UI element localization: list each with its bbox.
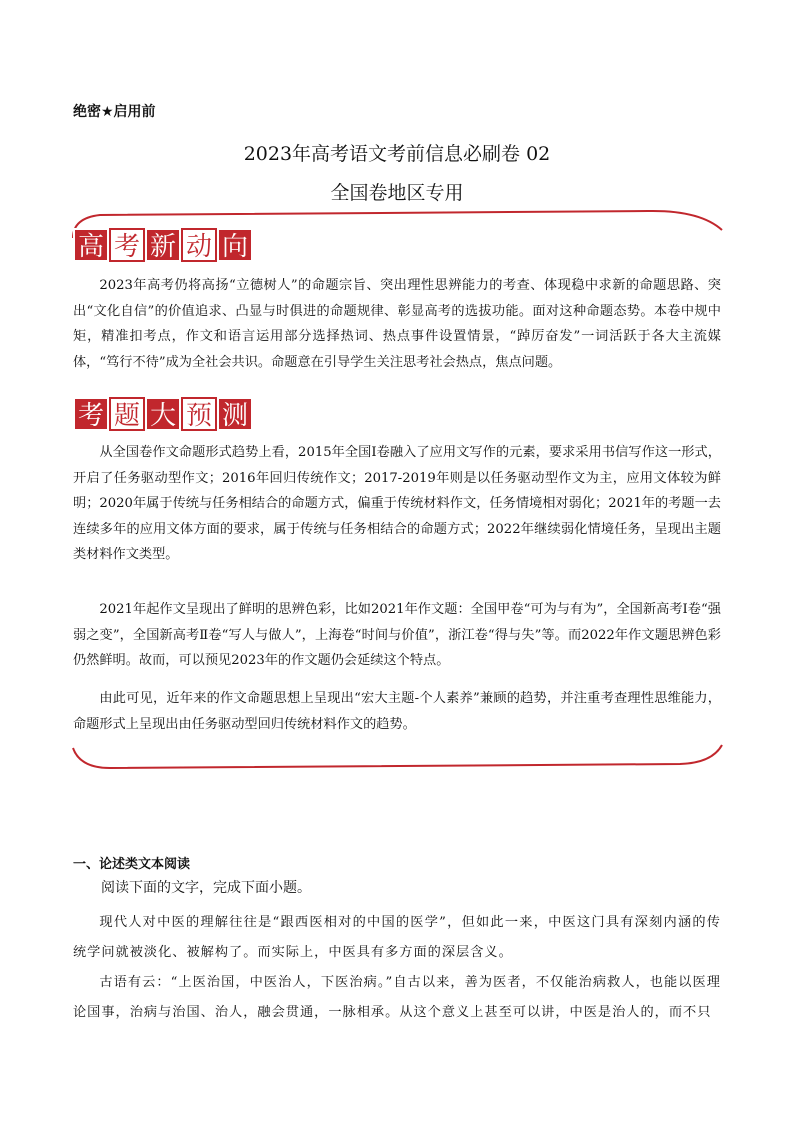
prediction-paragraph-3: 由此可见，近年来的作文命题思想上呈现出“宏大主题-个人素养”兼顾的趋势，并注重考查理性思维能力，命题形式上呈现出由任务驱动型回归传统材料作文的趋势。 — [73, 691, 721, 732]
badge-char: 新 — [145, 228, 181, 262]
reading-paragraph-2: 古语有云：“上医治国，中医治人，下医治病。”自古以来，善为医者，不仅能治病救人，也能以医理论国事，治病与治国、治人，融会贯通，一脉相承。从这个意义上甚至可以讲，中医是治人的，而不只 — [73, 975, 721, 1020]
badge-char: 测 — [217, 397, 253, 431]
badge-char: 大 — [145, 397, 181, 431]
prediction-paragraph-2: 2021年起作文呈现出了鲜明的思辨色彩，比如2021年作文题：全国甲卷“可为与有为”，全国新高考Ⅰ卷“强弱之变”，全国新高考Ⅱ卷“写人与做人”，上海卷“时间与价值”，浙江卷“得与失”等。而2022年作文题思辨色彩仍然鲜明。故而，可以预见2023年的作文题仍会延续这个特点。 — [73, 602, 721, 669]
reading-paragraph-1: 现代人对中医的理解往往是“跟西医相对的中国的医学”，但如此一来，中医这门具有深刻内涵的传统学问就被淡化、被解构了。而实际上，中医具有多方面的深层含义。 — [73, 915, 721, 960]
intro-paragraph-1: 2023年高考仍将高扬“立德树人”的命题宗旨、突出理性思辨能力的考查、体现稳中求新的命题思路、突出“文化自信”的价值追求、凸显与时俱进的命题规律、彰显高考的选拔功能。面对这种命题态势。本卷中规中矩，精准扣考点，作文和语言运用部分选择热词、热点事件设置情景，“踔厉奋发”一词活跃于各大主流媒体，“笃行不待”成为全社会共识。命题意在引导学生关注思考社会热点，焦点问题。 — [73, 278, 721, 370]
prediction-paragraph-1: 从全国卷作文命题形式趋势上看，2015年全国Ⅰ卷融入了应用文写作的元素，要求采用书信写作这一形式，开启了任务驱动型作文；2016年回归传统作文；2017-2019年则是以任务驱动型作文为主，应用文体较为鲜明；2020年属于传统与任务相结合的命题方式，偏重于传统材料作文，任务情境相对弱化；2021年的考题一去连续多年的应用文体方面的要求，属于传统与任务相结合的命题方式；2022年继续弱化情境任务，呈现出主题类材料作文类型。 — [73, 445, 721, 563]
page-subtitle: 全国卷地区专用 — [330, 182, 464, 204]
badge-char: 考 — [109, 228, 145, 262]
badge-char: 考 — [73, 397, 109, 431]
badge-gaokao-new-trends — [73, 228, 253, 262]
confidential-label: 绝密★启用前 — [73, 104, 156, 120]
badge-char: 动 — [181, 228, 217, 262]
badge-char: 高 — [73, 228, 109, 262]
badge-exam-prediction — [73, 397, 253, 431]
badge-char: 向 — [217, 228, 253, 262]
badge-char: 预 — [181, 397, 217, 431]
page-title: 2023年高考语文考前信息必刷卷 02 — [243, 143, 551, 165]
section-heading: 一、论述类文本阅读 — [73, 857, 191, 872]
badge-char: 题 — [109, 397, 145, 431]
section-instruction: 阅读下面的文字，完成下面小题。 — [101, 880, 311, 896]
